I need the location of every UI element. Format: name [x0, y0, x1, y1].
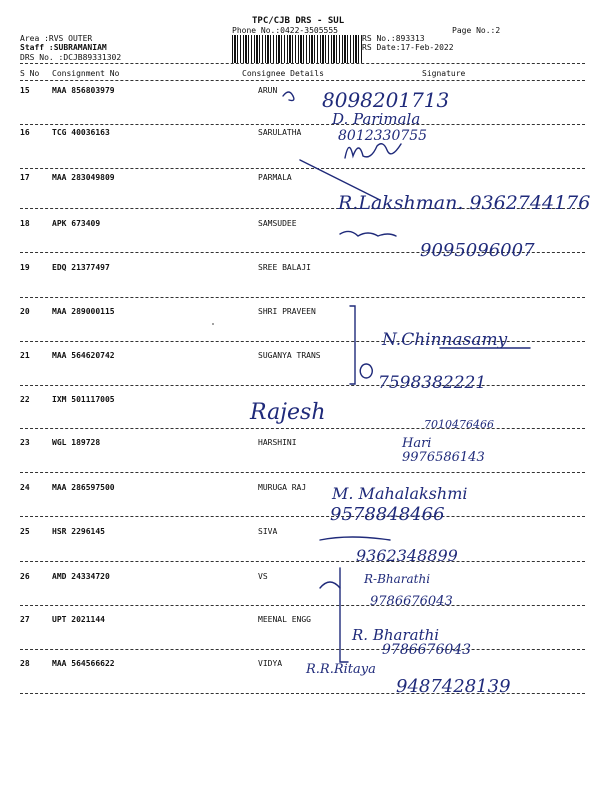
- row-consignment: MAA 564620742: [52, 351, 115, 360]
- area-field: Area :RVS OUTER: [20, 34, 93, 43]
- handwritten-signature: R.R.Ritaya: [306, 662, 376, 677]
- row-consignee: HARSHINI: [258, 438, 297, 447]
- handwritten-phone: 9786676043: [370, 594, 453, 609]
- handwritten-phone: 7598382221: [378, 373, 487, 393]
- handwritten-phone: 7010476466: [424, 418, 494, 431]
- row-consignee: VIDYA: [258, 659, 283, 668]
- row-sno: 15: [20, 86, 30, 95]
- handwritten-phone: 8098201713: [322, 88, 450, 112]
- handwritten-name: D. Parimala: [332, 110, 421, 128]
- row-sno: 25: [20, 527, 30, 536]
- samsudee-signature-stroke: [340, 231, 396, 236]
- phone-number: Phone No.:0422-3505555: [232, 26, 338, 35]
- vs-signature-stroke: [320, 582, 340, 588]
- rs-number: RS No.:893313: [362, 34, 425, 43]
- col-consignee-header: Consignee Details: [242, 69, 324, 78]
- row-consignment: APK 673409: [52, 219, 101, 228]
- handwritten-signature: R-Bharathi: [364, 572, 431, 586]
- row-consignment: TCG 40036163: [52, 128, 110, 137]
- handwritten-signature: N.Chinnasamy: [382, 330, 508, 350]
- handwritten-phone: 9095096007: [420, 240, 535, 261]
- row-sno: 16: [20, 128, 30, 137]
- handwritten-phone: 8012330755: [338, 128, 428, 144]
- row-consignee: SREE BALAJI: [258, 263, 311, 272]
- handwritten-phone: 9362348899: [356, 546, 458, 565]
- handwritten-phone: 9786676043: [382, 642, 472, 658]
- rs-date: RS Date:17-Feb-2022: [362, 43, 454, 52]
- row-consignee: MURUGA RAJ: [258, 483, 307, 492]
- staff-field: Staff :SUBRAMANIAM: [20, 43, 107, 52]
- row-consignment: MAA 856803979: [52, 86, 115, 95]
- row-sno: 23: [20, 438, 30, 447]
- handwritten-signature: R.Lakshman. 9362744176: [338, 192, 591, 214]
- page-number: Page No.:2: [452, 26, 501, 35]
- row-consignee: VS: [258, 572, 268, 581]
- bracket-stroke: [340, 568, 348, 662]
- row-sno: 26: [20, 572, 30, 581]
- handwritten-phone: 9578848466: [330, 504, 445, 525]
- handwritten-signature: Rajesh: [250, 400, 326, 425]
- row-consignee: ARUN: [258, 86, 278, 95]
- row-consignee: SIVA: [258, 527, 278, 536]
- drs-number: DRS No. :DCJB89331302: [20, 53, 122, 62]
- row-sno: 20: [20, 307, 30, 316]
- handwritten-signature: Hari: [402, 436, 432, 451]
- row-consignment: AMD 24334720: [52, 572, 110, 581]
- row-consignment: EDQ 21377497: [52, 263, 110, 272]
- row-consignee: SAMSUDEE: [258, 219, 297, 228]
- bracket-stroke: [350, 306, 355, 384]
- circle-mark: [360, 364, 372, 378]
- siva-signature-stroke: [320, 537, 390, 540]
- row-consignment: MAA 283049809: [52, 173, 115, 182]
- handwritten-signature: R. Bharathi: [352, 626, 440, 644]
- handwritten-phone: 9976586143: [402, 450, 485, 465]
- row-consignee: SUGANYA TRANS: [258, 351, 321, 360]
- document-title: TPC/CJB DRS - SUL: [252, 16, 345, 26]
- row-consignee: SHRI PRAVEEN: [258, 307, 316, 316]
- handwritten-signature: M. Mahalakshmi: [332, 484, 468, 503]
- row-sno: 28: [20, 659, 30, 668]
- col-sno-header: S No: [20, 69, 40, 78]
- row-consignee: PARMALA: [258, 173, 292, 182]
- row-sno: 19: [20, 263, 30, 272]
- row-consignment: MAA 286597500: [52, 483, 115, 492]
- col-consignment-header: Consignment No: [52, 69, 120, 78]
- row-sno: 21: [20, 351, 30, 360]
- row-consignment: WGL 189728: [52, 438, 101, 447]
- row-sno: 27: [20, 615, 30, 624]
- row-consignment: MAA 289000115: [52, 307, 115, 316]
- cross-stroke: [300, 160, 380, 200]
- handwritten-phone: 9487428139: [396, 676, 511, 697]
- row-consignee: MEENAL ENGG: [258, 615, 311, 624]
- row-consignment: HSR 2296145: [52, 527, 105, 536]
- row-consignment: UPT 2021144: [52, 615, 105, 624]
- row-consignee: SARULATHA: [258, 128, 302, 137]
- col-signature-header: Signature: [422, 69, 466, 78]
- row-sno: 22: [20, 395, 30, 404]
- row-sno: 24: [20, 483, 30, 492]
- row-consignment: MAA 564566622: [52, 659, 115, 668]
- arun-signature-stroke: [283, 92, 294, 101]
- row-consignment: IXM 501117005: [52, 395, 115, 404]
- row-sno: 18: [20, 219, 30, 228]
- row-sno: 17: [20, 173, 30, 182]
- parmala-signature-stroke: [345, 144, 401, 158]
